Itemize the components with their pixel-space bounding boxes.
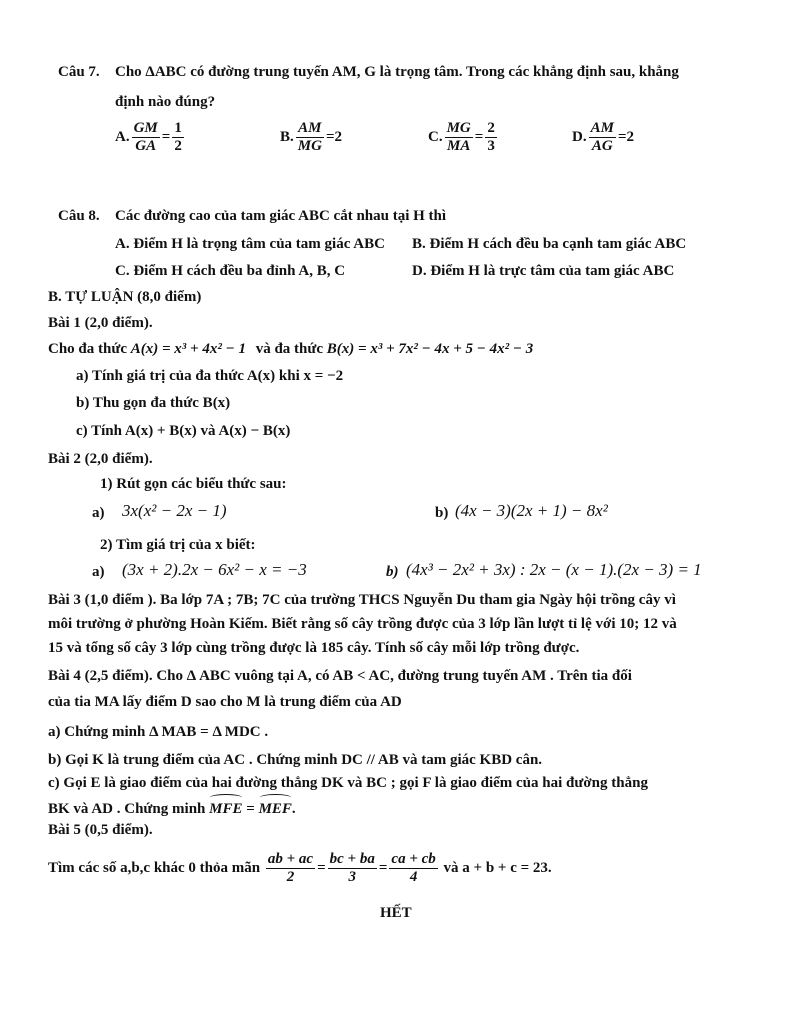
text: và a + b + c = 23. <box>443 860 552 876</box>
bai2-part1: 1) Rút gọn các biểu thức sau: <box>100 476 287 492</box>
bai4-part-a: a) Chứng minh Δ MAB = Δ MDC . <box>48 724 269 740</box>
eq-sign: = <box>317 860 326 876</box>
bai2-p2a-expr: (3x + 2).2x − 6x² − x = −3 <box>122 560 307 579</box>
bai2-p1b-expr: (4x − 3)(2x + 1) − 8x² <box>455 501 608 520</box>
bai3-text: Ba lớp 7A ; 7B; 7C của trường THCS Nguyễn Du tham gia Ngày hội trồng cây vì <box>156 592 676 608</box>
text: và đa thức <box>255 341 324 357</box>
bai2-p2a-label: a) <box>92 564 105 580</box>
bai2-p1b-label: b) <box>435 505 449 521</box>
frac-num: ca + cb <box>391 851 436 868</box>
eq-sign: = <box>246 801 255 817</box>
bai2-p1a-label: a) <box>92 505 105 521</box>
text: Tìm các số a,b,c khác 0 thỏa mãn <box>48 860 261 876</box>
bai1-part-b: b) Thu gọn đa thức B(x) <box>76 395 231 411</box>
q7-text-line2: định nào đúng? <box>115 94 216 110</box>
bai3-line1 <box>48 590 676 610</box>
bai1-part-a: a) Tính giá trị của đa thức A(x) khi x = −2 <box>76 368 344 384</box>
part-b-heading: B. TỰ LUẬN (8,0 điểm) <box>48 289 202 305</box>
bai2-p2b-expr: (4x³ − 2x² + 3x) : 2x − (x − 1).(2x − 3) = 1 <box>406 560 702 579</box>
frac-num: bc + ba <box>329 851 375 868</box>
q7-option-b <box>280 120 342 155</box>
frac-num: 1 <box>174 120 182 136</box>
option-label: A. <box>115 128 130 145</box>
bai4-title: Bài 4 (2,5 điểm). <box>48 668 153 684</box>
frac-num: MG <box>446 120 471 136</box>
polynomial-b: B(x) = x³ + 7x² − 4x + 5 − 4x² − 3 <box>326 341 534 357</box>
frac-den: 3 <box>487 138 495 154</box>
frac-den: 2 <box>286 869 295 886</box>
bai3-line2: môi trường ở phường Hoàn Kiếm. Biết rằng số cây trồng được của 3 lớp lần lượt tỉ lệ với 10; 12 và <box>48 616 677 632</box>
option-label: C. <box>428 128 443 145</box>
bai2-p2b-label: b) <box>386 564 399 580</box>
frac-num: AM <box>590 120 614 136</box>
q7-option-a <box>115 120 186 155</box>
bai2-part2: 2) Tìm giá trị của x biết: <box>100 537 256 553</box>
q7-option-c <box>428 120 499 155</box>
bai4-line1 <box>48 666 632 686</box>
eq-sign: = <box>474 128 484 145</box>
angle-mef: MEF <box>258 801 292 817</box>
text: BK và AD . Chứng minh <box>48 801 206 817</box>
bai4-part-b: b) Gọi K là trung điểm của AC . Chứng minh DC // AB và tam giác KBD cân. <box>48 752 543 768</box>
eq-sign: = <box>161 128 171 145</box>
frac-den: AG <box>591 138 613 154</box>
frac-num: 2 <box>487 120 495 136</box>
bai2-p1a-expr: 3x(x² − 2x − 1) <box>122 501 227 520</box>
rhs: 2 <box>626 129 634 145</box>
frac-num: GM <box>133 120 158 136</box>
bai4-text: Cho Δ ABC vuông tại A, có AB < AC, đường trung tuyến AM . Trên tia đối <box>152 668 632 684</box>
frac-num: ab + ac <box>267 851 314 868</box>
period: . <box>291 801 296 817</box>
frac-den: MA <box>447 138 471 154</box>
option-label: D. <box>572 128 587 145</box>
frac-den: 2 <box>174 138 182 154</box>
bai4-line2: của tia MA lấy điểm D sao cho M là trung điểm của AD <box>48 694 402 710</box>
option-label: B. <box>280 128 294 145</box>
bai1-intro <box>48 339 533 359</box>
rhs: 2 <box>334 129 342 145</box>
bai5-equation <box>48 846 552 890</box>
frac-den: 4 <box>409 869 418 886</box>
q8-option-d: D. Điểm H là trực tâm của tam giác ABC <box>412 263 675 279</box>
eq-sign: = <box>378 860 388 876</box>
bai1-title: Bài 1 (2,0 điểm). <box>48 315 153 331</box>
bai5-title: Bài 5 (0,5 điểm). <box>48 822 153 838</box>
q8-number: Câu 8. <box>58 208 100 224</box>
q7-text-line1: Cho ΔABC có đường trung tuyến AM, G là trọng tâm. Trong các khẳng định sau, khẳng <box>115 64 679 80</box>
q8-option-b: B. Điểm H cách đều ba cạnh tam giác ABC <box>412 236 687 252</box>
q8-option-a: A. Điểm H là trọng tâm của tam giác ABC <box>115 236 385 252</box>
bai1-part-c: c) Tính A(x) + B(x) và A(x) − B(x) <box>76 423 291 439</box>
text: Cho đa thức <box>48 341 128 357</box>
frac-den: MG <box>297 138 322 154</box>
q7-option-d <box>572 120 634 155</box>
bai4-part-c2 <box>48 799 296 819</box>
frac-den: GA <box>135 138 157 154</box>
q8-option-c: C. Điểm H cách đều ba đỉnh A, B, C <box>115 263 346 279</box>
end-marker: HẾT <box>380 905 412 921</box>
frac-num: AM <box>296 120 324 138</box>
bai3-line3: 15 và tổng số cây 3 lớp cùng trồng được là 185 cây. Tính số cây mỗi lớp trồng được. <box>48 640 580 656</box>
q7-number: Câu 7. <box>58 64 100 80</box>
bai3-title: Bài 3 (1,0 điểm ). <box>48 592 157 608</box>
q8-text: Các đường cao của tam giác ABC cắt nhau tại H thì <box>115 208 447 224</box>
eq-sign: = <box>325 129 335 145</box>
polynomial-a: A(x) = x³ + 4x² − 1 <box>130 341 246 357</box>
bai2-title: Bài 2 (2,0 điểm). <box>48 451 153 467</box>
bai4-part-c1: c) Gọi E là giao điểm của hai đường thẳng DK và BC ; gọi F là giao điểm của hai đường thẳng <box>48 775 648 791</box>
frac-den: 3 <box>348 869 356 886</box>
eq-sign: = <box>617 129 627 145</box>
angle-mfe: MFE <box>209 801 243 817</box>
